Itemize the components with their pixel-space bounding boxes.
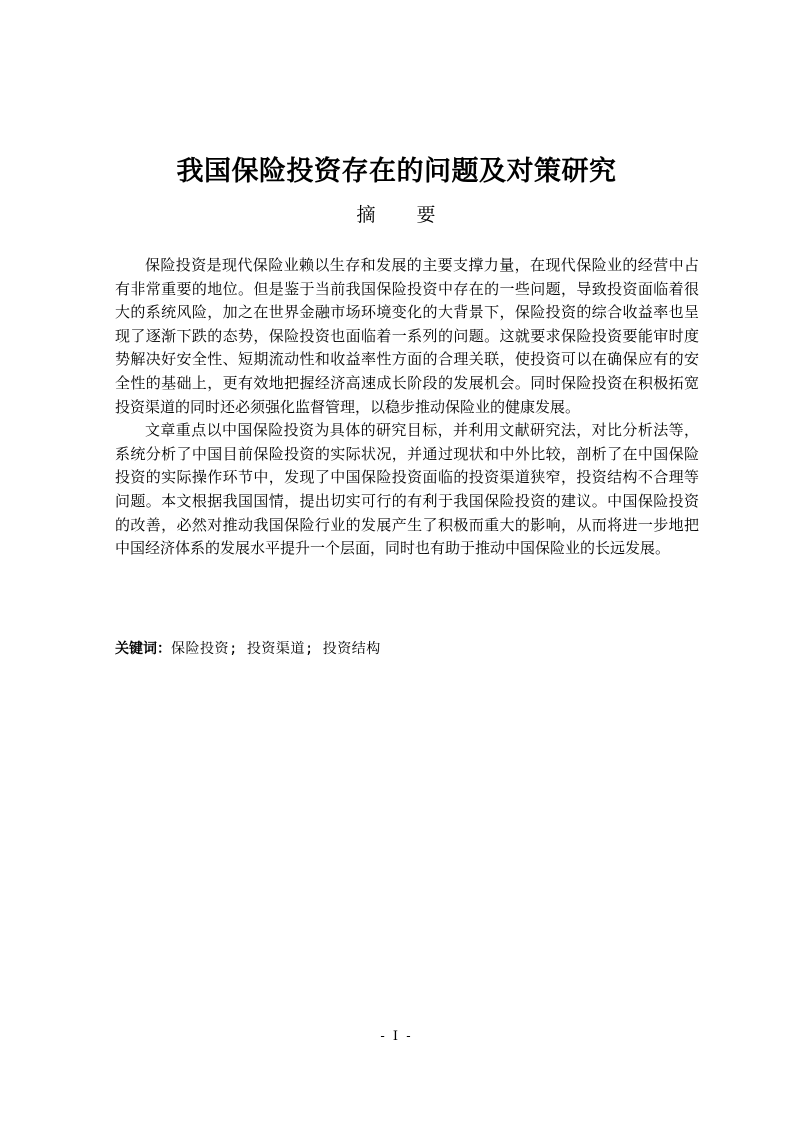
abstract-heading	[0, 201, 793, 229]
keywords-line	[115, 638, 699, 660]
abstract-heading-char-1: 摘	[356, 204, 377, 226]
keywords-values: 保险投资; 投资渠道; 投资结构	[171, 641, 381, 657]
abstract-heading-char-2: 要	[416, 204, 437, 226]
keywords-label: 关键词：	[115, 641, 171, 657]
abstract-body	[115, 254, 699, 561]
page-number: - I -	[380, 1029, 413, 1044]
document-title: 我国保险投资存在的问题及对策研究	[176, 156, 617, 187]
abstract-paragraph-1: 保险投资是现代保险业赖以生存和发展的主要支撑力量，在现代保险业的经营中占有非常重要的地位。但是鉴于当前我国保险投资中存在的一些问题，导致投资面临着很大的系统风险，加之在世界金融市场环境变化的大背景下，保险投资的综合收益率也呈现了逐渐下跌的态势，保险投资也面临着一系列的问题。这就要求保险投资要能审时度势解决好安全性、短期流动性和收益率性方面的合理关联，使投资可以在确保应有的安全性的基础上，更有效地把握经济高速成长阶段的发展机会。同时保险投资在积极拓宽投资渠道的同时还必须强化监督管理，以稳步推动保险业的健康发展。	[115, 256, 699, 416]
abstract-paragraph-2: 文章重点以中国保险投资为具体的研究目标，并利用文献研究法，对比分析法等，系统分析了中国目前保险投资的实际状况，并通过现状和中外比较，剖析了在中国保险投资的实际操作环节中，发现了中国保险投资面临的投资渠道狭窄，投资结构不合理等问题。本文根据我国国情，提出切实可行的有利于我国保险投资的建议。中国保险投资的改善，必然对推动我国保险行业的发展产生了积极而重大的影响，从而将进一步地把中国经济体系的发展水平提升一个层面，同时也有助于推动中国保险业的长远发展。	[115, 421, 699, 558]
